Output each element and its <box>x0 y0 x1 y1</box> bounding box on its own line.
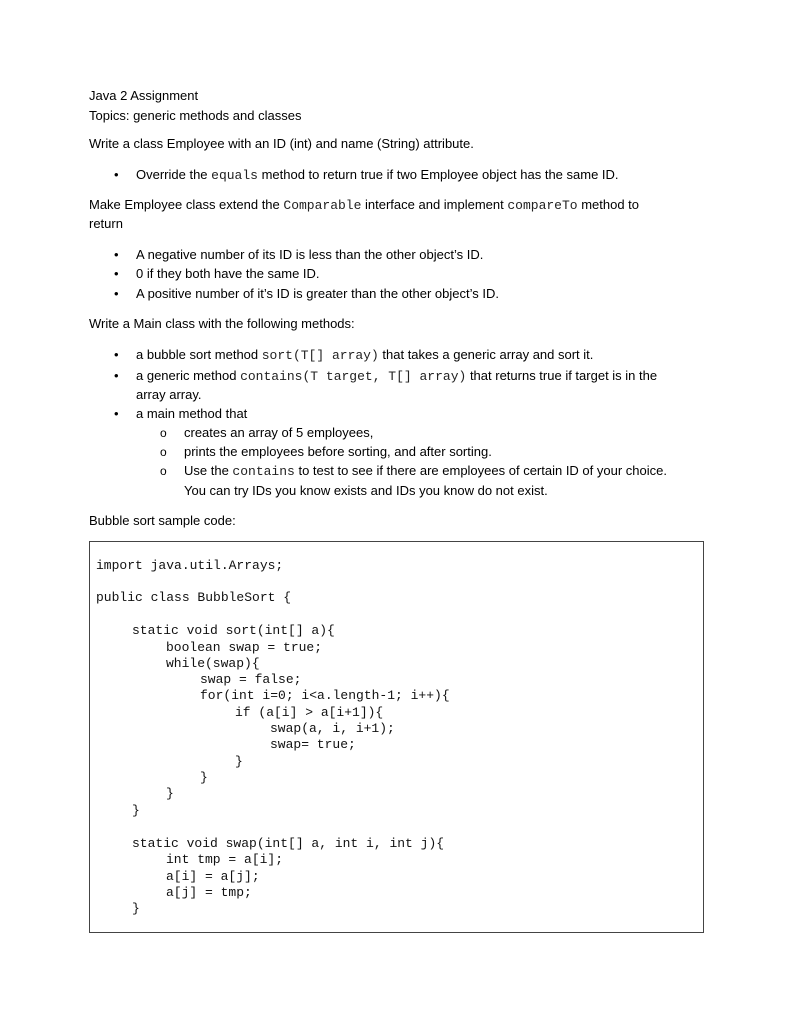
compareto-code: compareTo <box>507 198 578 213</box>
code-line: for(int i=0; i<a.length-1; i++){ <box>200 688 450 703</box>
return-item: 0 if they both have the same ID. <box>136 266 320 281</box>
comparable-text-post: method to <box>577 197 640 212</box>
sub-bullet-marker: o <box>160 464 167 478</box>
bullet-marker: • <box>114 368 119 383</box>
method-sort-item <box>136 346 593 365</box>
code-line: public class BubbleSort { <box>96 590 292 605</box>
bullet-marker: • <box>114 286 119 301</box>
sub-bullet-marker: o <box>160 445 167 459</box>
code-line: } <box>132 803 140 818</box>
sample-code-label: Bubble sort sample code: <box>89 513 236 528</box>
return-item: A positive number of it’s ID is greater than the other object’s ID. <box>136 286 499 301</box>
sub-item: prints the employees before sorting, and after sorting. <box>184 444 492 459</box>
code-line: a[i] = a[j]; <box>166 869 260 884</box>
sub-item: creates an array of 5 employees, <box>184 425 374 440</box>
code-line: int tmp = a[i]; <box>166 852 284 867</box>
sub-item-contains <box>184 462 667 481</box>
comparable-text-pre: Make Employee class extend the <box>89 197 284 212</box>
method-contains-text-pre: a generic method <box>136 368 241 383</box>
doc-topics: Topics: generic methods and classes <box>89 108 302 123</box>
method-sort-code: sort(T[] array) <box>261 348 379 363</box>
code-line: } <box>200 770 208 785</box>
code-line: static void sort(int[] a){ <box>132 623 335 638</box>
method-contains-line2: array array. <box>136 387 202 402</box>
comparable-text-mid: interface and implement <box>361 197 508 212</box>
method-main-item: a main method that <box>136 406 248 421</box>
override-code: equals <box>211 168 258 183</box>
code-line: import java.util.Arrays; <box>96 558 284 573</box>
bullet-marker: • <box>114 406 119 421</box>
code-line: if (a[i] > a[i+1]){ <box>235 705 384 720</box>
sub-contains-text-pre: Use the <box>184 463 233 478</box>
code-line: boolean swap = true; <box>166 640 323 655</box>
sub-contains-code: contains <box>232 464 295 479</box>
method-sort-text-pre: a bubble sort method <box>136 347 262 362</box>
sub-contains-text-post: to test to see if there are employees of certain ID of your choice. <box>294 463 667 478</box>
doc-title: Java 2 Assignment <box>89 88 199 103</box>
comparable-paragraph <box>89 196 639 215</box>
bullet-marker: • <box>114 266 119 281</box>
code-line: swap = false; <box>200 672 302 687</box>
code-line: } <box>166 786 174 801</box>
bullet-marker: • <box>114 347 119 362</box>
code-line: } <box>132 901 140 916</box>
bullet-marker: • <box>114 167 119 182</box>
override-text-post: method to return true if two Employee object has the same ID. <box>257 167 619 182</box>
method-contains-text-post: that returns true if target is in the <box>466 368 658 383</box>
comparable-code: Comparable <box>283 198 362 213</box>
sub-item-contains-line2: You can try IDs you know exists and IDs you know do not exist. <box>184 483 548 498</box>
sub-bullet-marker: o <box>160 426 167 440</box>
main-class-intro: Write a Main class with the following methods: <box>89 316 355 331</box>
comparable-line2: return <box>89 216 123 231</box>
bullet-marker: • <box>114 247 119 262</box>
return-item: A negative number of its ID is less than the other object’s ID. <box>136 247 484 262</box>
method-contains-item <box>136 367 657 386</box>
method-contains-code: contains(T target, T[] array) <box>240 369 467 384</box>
code-line: } <box>235 754 243 769</box>
override-item <box>136 166 619 185</box>
code-line: a[j] = tmp; <box>166 885 252 900</box>
code-line: swap= true; <box>270 737 356 752</box>
code-line: while(swap){ <box>166 656 260 671</box>
employee-intro: Write a class Employee with an ID (int) and name (String) attribute. <box>89 136 474 151</box>
method-sort-text-post: that takes a generic array and sort it. <box>378 347 594 362</box>
code-line: static void swap(int[] a, int i, int j){ <box>132 836 445 851</box>
override-text-pre: Override the <box>136 167 212 182</box>
code-line: swap(a, i, i+1); <box>270 721 395 736</box>
